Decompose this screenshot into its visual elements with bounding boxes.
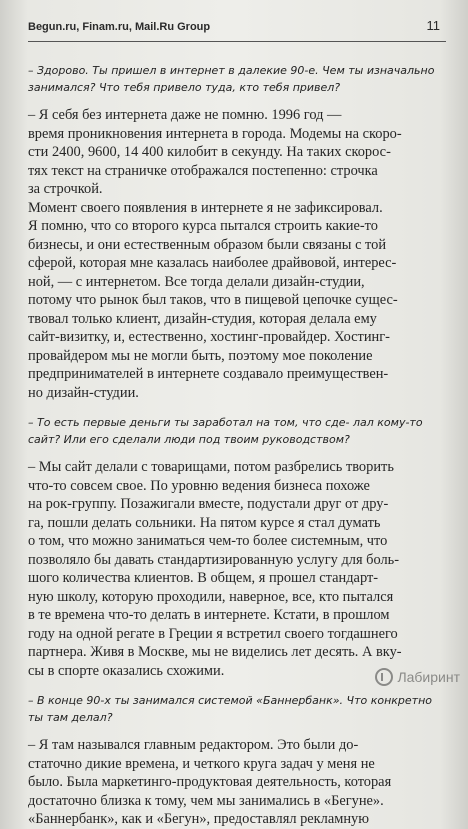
text-line: привел? bbox=[292, 81, 341, 94]
text-line: – В конце 90-х ты занимался системой «Баннербанк». Что bbox=[28, 694, 368, 707]
text-line: бизнесы, и они естественным образом были связаны с той bbox=[28, 236, 387, 253]
text-line: конкретно ты там делал? bbox=[28, 694, 433, 724]
text-line: позволяло бы давать стандартизированную услугу для боль- bbox=[28, 551, 400, 568]
text-line: сайт-визитку, и, естественно, хостинг-провайдер. Хостинг- bbox=[28, 329, 390, 345]
question-1 bbox=[28, 62, 446, 96]
text-line: га, пошли делать сольники. На пятом курсе я стал думать bbox=[28, 514, 381, 531]
page-number: 11 bbox=[426, 18, 440, 33]
labirint-logo-icon bbox=[375, 668, 393, 686]
text-line: потому что рынок был таков, что в пищевой цепочке сущес- bbox=[28, 292, 398, 308]
text-line: руководством? bbox=[262, 433, 350, 446]
text-line: было. Была маркетинго-продуктовая деятельность, которая bbox=[28, 774, 392, 790]
text-line: Момент своего появления в интернете я не зафиксировал. bbox=[28, 199, 383, 216]
text-line: – Я себя без интернета даже не помню. 1996 год — bbox=[28, 107, 342, 123]
answer-2 bbox=[28, 458, 446, 680]
text-line: что-то совсем свое. По уровню ведения бизнеса похоже bbox=[28, 477, 370, 494]
labirint-watermark bbox=[375, 668, 460, 686]
text-line: Я помню, что со второго курса пытался строить какие-то bbox=[28, 218, 378, 234]
text-line: сферой, которая мне казалась наиболее драйвовой, интерес- bbox=[28, 255, 397, 271]
header-sources: Begun.ru, Finam.ru, Mail.Ru Group bbox=[28, 21, 211, 33]
answer-3 bbox=[28, 736, 446, 829]
running-header bbox=[28, 18, 446, 42]
text-line: предпринимателей в интернете создавало преимуществен- bbox=[28, 366, 389, 382]
text-line: статочно дикие времена, и четкого круга задач у меня не bbox=[28, 755, 375, 772]
question-3 bbox=[28, 692, 446, 726]
text-line: тях текст на страничке отображался постепенно: строчка bbox=[28, 162, 378, 179]
text-line: – То есть первые деньги ты заработал на том, что сде- bbox=[28, 416, 350, 429]
text-line: лал кому-то сайт? Или его сделали люди под твоим bbox=[28, 416, 423, 446]
text-line: году на одной регате в Греции я встретил своего тогдашнего bbox=[28, 625, 398, 642]
answer-1 bbox=[28, 106, 446, 402]
text-line: достаточно близка к тому, чем мы занимались в «Бегуне». bbox=[28, 792, 384, 809]
text-line: в те времена что-то делать в интернете. Кстати, в прошлом bbox=[28, 607, 390, 623]
text-line: – Мы сайт делали с товарищами, потом разбрелись творить bbox=[28, 459, 394, 475]
text-line: твовал только клиент, дизайн-студия, которая делала ему bbox=[28, 310, 377, 327]
text-line: – Здорово. Ты пришел в интернет в далекие 90-е. Чем ты bbox=[28, 64, 364, 77]
question-2 bbox=[28, 414, 446, 448]
text-line: ную школу, которую проходили, наверное, все, кто пытался bbox=[28, 588, 394, 605]
text-line: партнера. Живя в Москве, мы не виделись лет десять. А вку- bbox=[28, 644, 402, 660]
text-line: но дизайн-студии. bbox=[28, 384, 139, 401]
text-line: на рок-группу. Позажигали вместе, подустали друг от дру- bbox=[28, 496, 389, 512]
text-line: сы в спорте оказались схожими. bbox=[28, 662, 225, 679]
text-line: время проникновения интернета в города. Модемы на скоро- bbox=[28, 125, 402, 142]
watermark-text: Лабиринт bbox=[397, 669, 460, 685]
text-line: изначально занимался? Что тебя привело туда, кто тебя bbox=[28, 64, 435, 94]
text-line: провайдером мы не могли быть, поэтому мое поколение bbox=[28, 347, 373, 364]
text-line: сти 2400, 9600, 14 400 килобит в секунду. На таких скорос- bbox=[28, 144, 391, 160]
text-line: за строчкой. bbox=[28, 181, 103, 197]
text-line: «Баннербанк», как и «Бегун», предоставлял рекламную bbox=[28, 811, 369, 827]
text-line: шого количества клиентов. В общем, я прошел стандарт- bbox=[28, 570, 379, 586]
text-line: – Я там назывался главным редактором. Это были до- bbox=[28, 737, 359, 753]
text-line: ной, — с интернетом. Все тогда делали дизайн-студии, bbox=[28, 273, 365, 290]
text-line: о том, что можно заниматься чем-то более системным, что bbox=[28, 533, 388, 549]
